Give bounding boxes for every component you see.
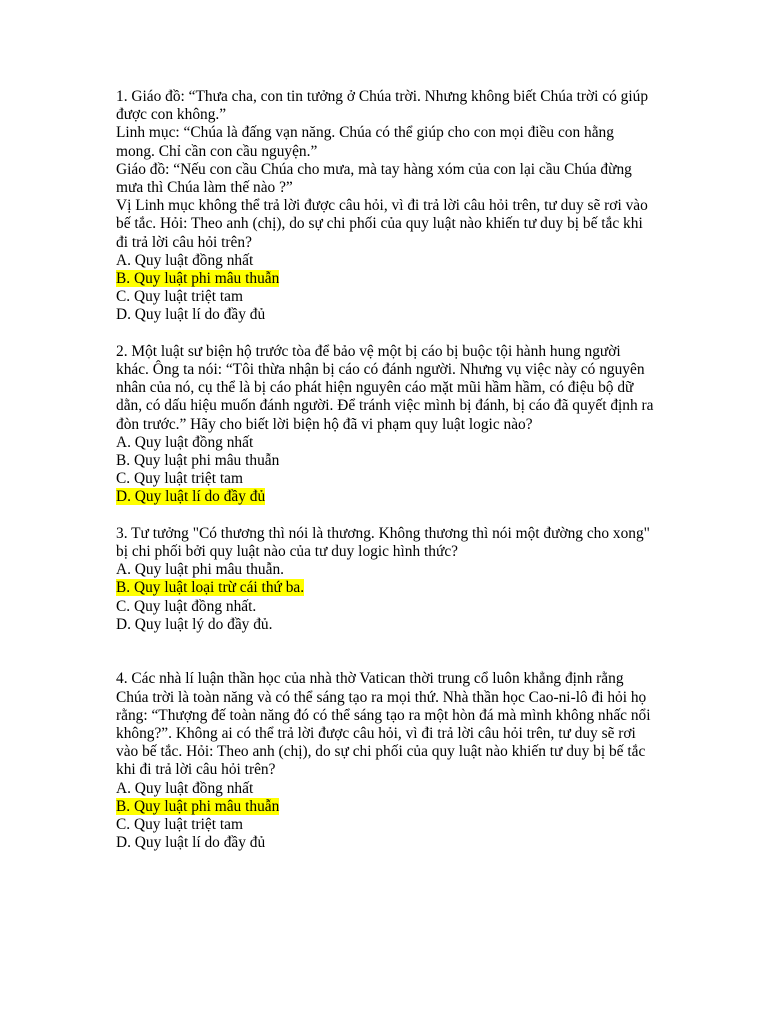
question-3-stem: 3. Tư tưởng "Có thương thì nói là thương. Không thương thì nói một đường cho xong" bị chi phối bởi quy luật nào của tư duy logic hình thức? [116, 524, 650, 561]
question-3 [116, 525, 656, 634]
question-4-option-c: C. Quy luật triệt tam [116, 816, 243, 834]
spacer [116, 325, 656, 343]
question-1-option-b-answer: B. Quy luật phi mâu thuẫn [116, 270, 280, 288]
question-2-stem: 2. Một luật sư biện hộ trước tòa để bảo vệ một bị cáo bị buộc tội hành hung người khác. Ông ta nói: “Tôi thừa nhận bị cáo có đánh người. Nhưng vụ việc này có nguyên nhân của nó, cụ thể là bị cáo phát hiện nguyên cáo mặt mũi hầm hầm, có điệu bộ dữ dằn, có dấu hiệu muốn đánh người. Để tránh việc mình bị đánh, bị cáo đã quyết định ra đòn trước.” Hãy cho biết lời biện hộ đã vi phạm quy luật logic nào? [116, 342, 654, 433]
question-2-option-b: B. Quy luật phi mâu thuẫn [116, 452, 280, 470]
question-3-option-d: D. Quy luật lý do đầy đủ. [116, 615, 273, 633]
question-4 [116, 670, 656, 852]
question-1-option-d: D. Quy luật lí do đầy đủ [116, 306, 266, 324]
question-3-option-b-answer: B. Quy luật loại trừ cái thứ ba. [116, 579, 305, 597]
question-2-option-d-answer: D. Quy luật lí do đầy đủ [116, 488, 266, 506]
question-1 [116, 88, 656, 325]
spacer [116, 634, 656, 670]
question-4-option-a: A. Quy luật đồng nhất [116, 779, 254, 797]
question-1-stem: 1. Giáo đồ: “Thưa cha, con tin tưởng ở Chúa trời. Nhưng không biết Chúa trời có giúp được con không.” Linh mục: “Chúa là đấng vạn năng. Chúa có thể giúp cho con mọi điều con hằng mong. Chỉ cần con cầu nguyện.” Giáo đồ: “Nếu con cầu Chúa cho mưa, mà tay hàng xóm của con lại cầu Chúa đừng mưa thì Chúa làm thế nào ?” Vị Linh mục không thể trả lời được câu hỏi, vì đi trả lời câu hỏi trên, tư duy sẽ rơi vào bế tắc. Hỏi: Theo anh (chị), do sự chi phối của quy luật nào khiến tư duy bị bế tắc khi đi trả lời câu hỏi trên? [116, 88, 649, 251]
question-3-option-a: A. Quy luật phi mâu thuẫn. [116, 561, 284, 579]
question-2-option-a: A. Quy luật đồng nhất [116, 433, 254, 451]
question-2 [116, 343, 656, 507]
question-1-option-c: C. Quy luật triệt tam [116, 288, 243, 306]
question-4-stem: 4. Các nhà lí luận thần học của nhà thờ Vatican thời trung cổ luôn khẳng định rằng Chúa trời là toàn năng và có thể sáng tạo ra mọi thứ. Nhà thần học Cao-ni-lô đi hỏi họ rằng: “Thượng đế toàn năng đó có thể sáng tạo ra một hòn đá mà mình không nhấc nổi không?”. Không ai có thể trả lời được câu hỏi, vì đi trả lời câu hỏi trên, tư duy sẽ rơi vào bế tắc. Hỏi: Theo anh (chị), do sự chi phối của quy luật nào khiến tư duy bị bế tắc khi đi trả lời câu hỏi trên? [116, 670, 651, 779]
question-3-option-c: C. Quy luật đồng nhất. [116, 597, 257, 615]
spacer [116, 507, 656, 525]
document-page [116, 88, 656, 852]
question-1-option-a: A. Quy luật đồng nhất [116, 251, 254, 269]
question-2-option-c: C. Quy luật triệt tam [116, 470, 243, 488]
question-4-option-d: D. Quy luật lí do đầy đủ [116, 834, 266, 852]
question-4-option-b-answer: B. Quy luật phi mâu thuẫn [116, 797, 280, 815]
